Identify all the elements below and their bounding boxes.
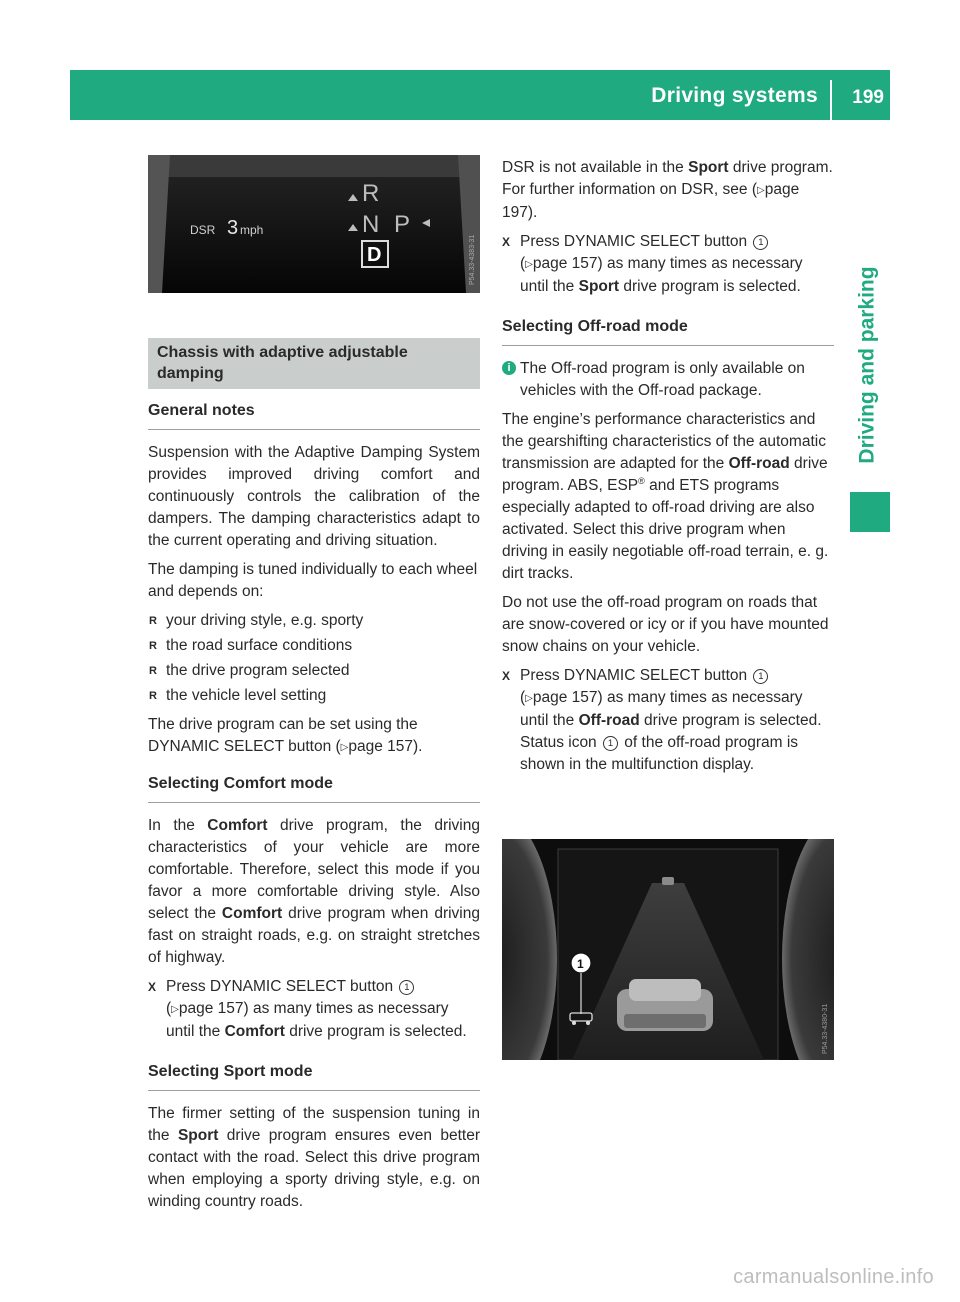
step-arrow-icon: X [502, 669, 511, 683]
list-item: R the vehicle level setting [148, 685, 480, 707]
callout-number: 1 [753, 235, 768, 250]
callout-number: 1 [753, 669, 768, 684]
subheading-sport: Selecting Sport mode [148, 1061, 480, 1091]
figure-transmission-display [148, 155, 480, 293]
side-chapter-tab [846, 250, 890, 480]
watermark: carmanualsonline.info [733, 1266, 934, 1288]
callout-number: 1 [603, 736, 618, 751]
bullet-list [148, 610, 480, 707]
instruction-step: X Press DYNAMIC SELECT button 1 (▷page 157) as many times as necessary until the Off-road drive program is selected. Status icon 1 of the off-road program is shown in the multifunction display. [502, 667, 822, 773]
subheading-comfort: Selecting Comfort mode [148, 773, 480, 803]
paragraph: Do not use the off-road program on roads that are snow-covered or icy or if you have mounted snow chains on your vehicle. [502, 594, 829, 655]
subheading-general-notes: General notes [148, 400, 480, 430]
dsr-unit: mph [240, 223, 264, 237]
subheading-offroad: Selecting Off-road mode [502, 316, 834, 346]
instruction-step: X Press DYNAMIC SELECT button 1 (▷page 157) as many times as necessary until the Sport drive program is selected. [502, 233, 803, 295]
paragraph: DSR is not available in the Sport drive program. For further information on DSR, see (▷page 197). [502, 159, 833, 221]
side-chapter-label: Driving and parking [856, 266, 880, 464]
page-ref-arrow-icon: ▷ [525, 693, 533, 704]
step-arrow-icon: X [148, 980, 157, 994]
instruction-step: X Press DYNAMIC SELECT button 1 (▷page 157) as many times as necessary until the Comfort drive program is selected. [148, 978, 467, 1040]
side-chapter-marker [850, 492, 890, 532]
info-note: i The Off-road program is only available on vehicles with the Off-road package. [502, 358, 834, 402]
paragraph: The engine’s performance characteristics and the gearshifting characteristics of the automatic transmission are adapted for the Off-road drive program. ABS, ESP® and ETS programs especially adapted to off-road driving are also activated. Select this drive program when driving in easily negotiable off-road terrain, e. g. dirt tracks. [502, 411, 829, 582]
paragraph: Suspension with the Adaptive Damping System provides improved driving comfort and continuously controls the calibration of the dampers. The damping characteristics adapt to the current operating and driving situation. [148, 444, 480, 549]
page-ref-arrow-icon: ▷ [757, 185, 765, 196]
list-item: R the drive program selected [148, 660, 480, 682]
callout-number: 1 [577, 957, 584, 971]
gear-p: P [394, 211, 411, 238]
figure-multifunction-display [502, 839, 834, 1060]
page-ref-arrow-icon: ▷ [340, 742, 349, 753]
left-column [148, 338, 480, 1220]
figure-ref: P54.33-4383-31 [469, 234, 476, 285]
page-ref-arrow-icon: ▷ [171, 1004, 179, 1015]
gear-d: D [367, 244, 382, 266]
gear-n: N [362, 211, 380, 238]
list-item: R your driving style, e.g. sporty [148, 610, 480, 632]
step-arrow-icon: X [502, 235, 511, 249]
header-separator [830, 80, 832, 120]
gear-r: R [362, 180, 380, 207]
section-heading: Chassis with adaptive adjustable damping [148, 338, 480, 389]
callout-number: 1 [399, 980, 414, 995]
paragraph: In the Comfort drive program, the driving characteristics of your vehicle are more comfortable. Therefore, select this mode if you favor a more comfortable driving style. Also select the Comfort drive program when driving fast on straight roads, e.g. on straight stretches of highway. [148, 817, 480, 966]
page-number: 199 [852, 87, 884, 108]
list-item: R the road surface conditions [148, 635, 480, 657]
dsr-label: DSR [190, 223, 216, 237]
paragraph: The firmer setting of the suspension tuning in the Sport drive program ensures even better contact with the road. Select this drive program when employing a sporty driving style, e.g. on winding country roads. [148, 1105, 481, 1210]
paragraph: The drive program can be set using the DYNAMIC SELECT button (▷page 157). [148, 716, 423, 755]
header-title: Driving systems [651, 84, 818, 107]
paragraph: The damping is tuned individually to each wheel and depends on: [148, 561, 478, 600]
figure-ref: P54.33-4380-31 [822, 1003, 829, 1054]
header-bar [70, 70, 890, 120]
dsr-value: 3 [227, 217, 239, 239]
page-ref-arrow-icon: ▷ [525, 259, 533, 270]
right-column [502, 157, 834, 783]
info-icon: i [502, 361, 516, 375]
